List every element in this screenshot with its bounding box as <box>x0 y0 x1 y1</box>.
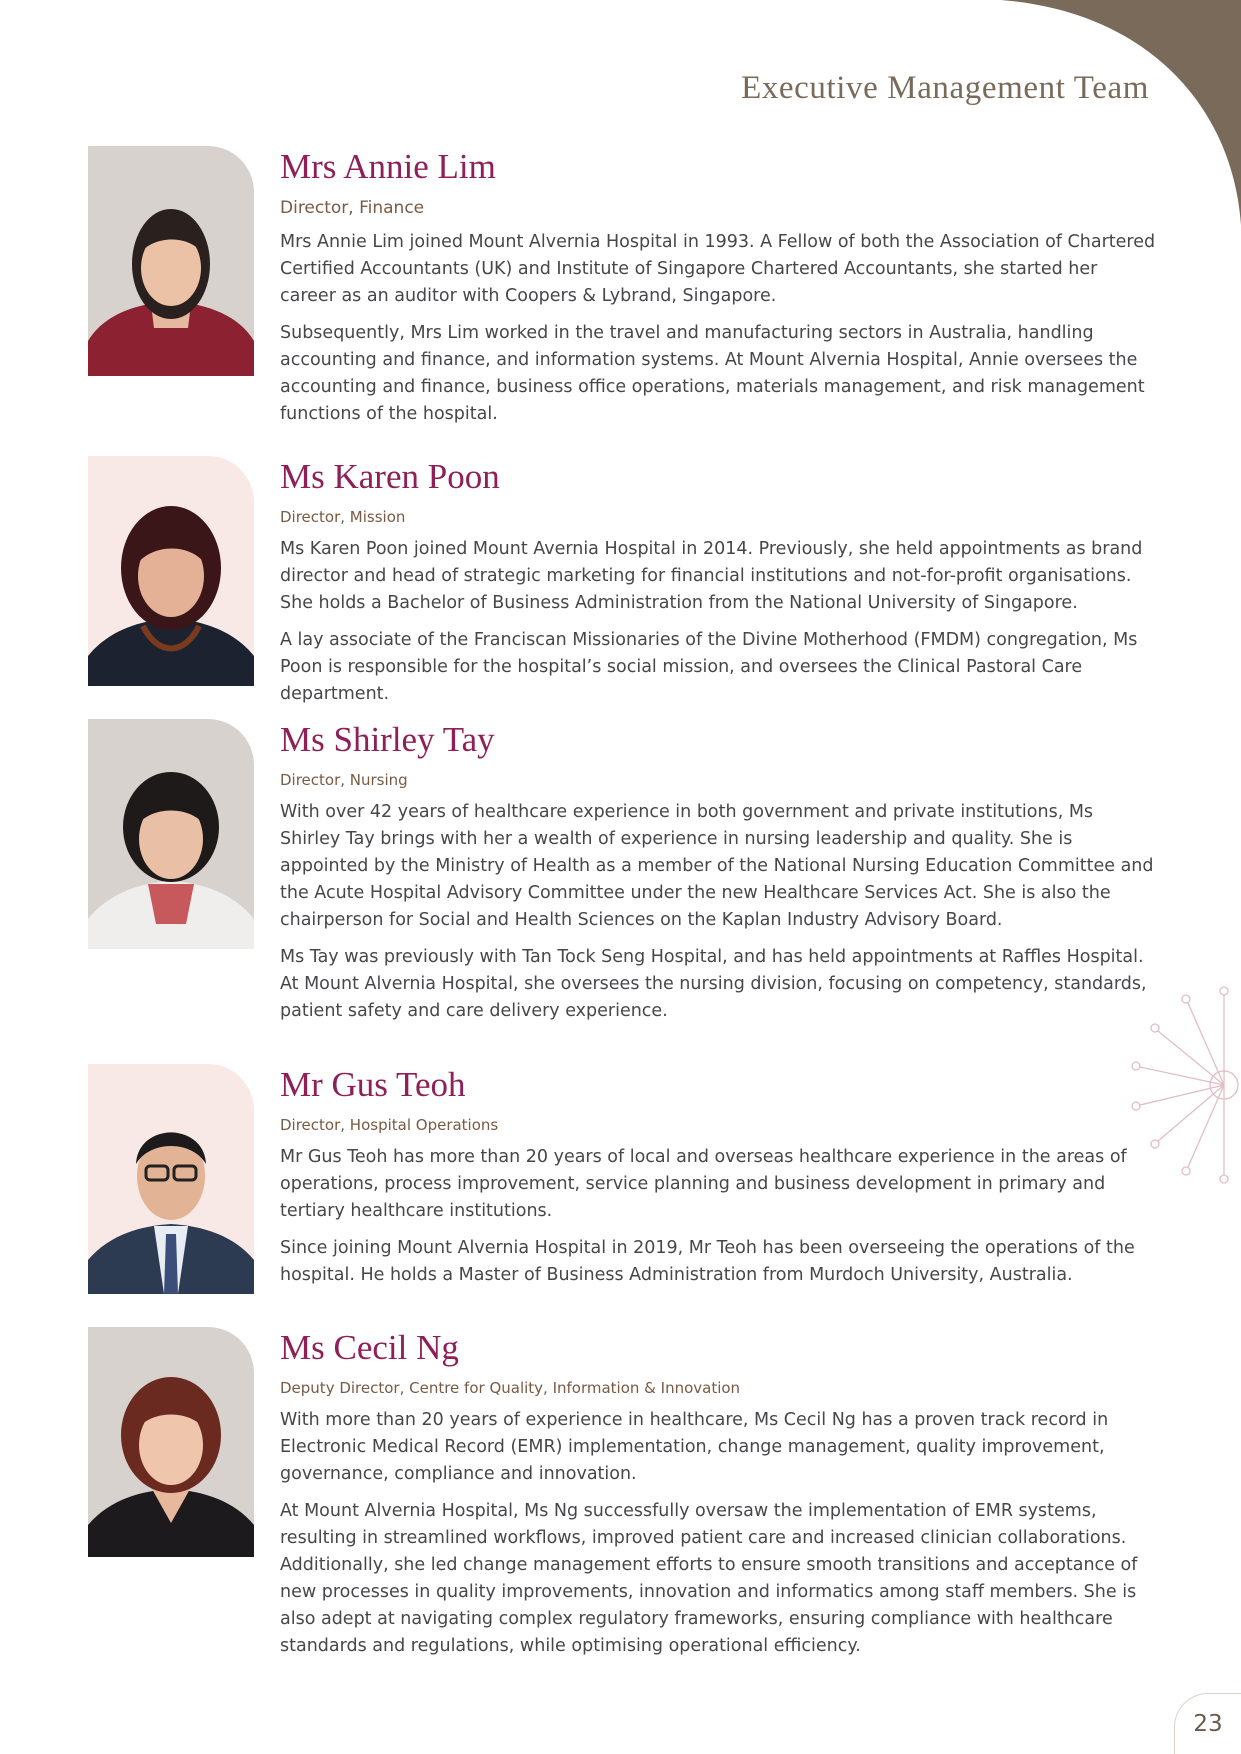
bio-paragraph: Since joining Mount Alvernia Hospital in 2019, Mr Teoh has been overseeing the operations of the hospital. He holds a Master of Business Administration from Murdoch University, Australia. <box>280 1238 1135 1286</box>
person-role: Director, Finance <box>280 198 425 218</box>
person-name: Ms Shirley Tay <box>280 720 495 759</box>
bio-paragraph: At Mount Alvernia Hospital, Ms Ng successfully oversaw the implementation of EMR systems, resulting in streamlined workflows, improved patient care and increased clinician collaborations. Additionally, she led change management efforts to ensure smooth transitions and acceptance of new processes in quality improvements, innovation and informatics among staff members. She is also adept at navigating complex regulatory frameworks, ensuring compliance with healthcare standards and regulations, while optimising operational efficiency. <box>280 1501 1138 1657</box>
page-title: Executive Management Team <box>741 70 1149 106</box>
portrait-photo <box>88 146 254 376</box>
person-name: Ms Karen Poon <box>280 457 500 496</box>
bio-paragraph: Ms Tay was previously with Tan Tock Seng Hospital, and has held appointments at Raffles Hospital. At Mount Alvernia Hospital, she oversees the nursing division, focusing on competency, standards, patient safety and care delivery experience. <box>280 947 1147 1022</box>
bio-paragraph: Subsequently, Mrs Lim worked in the travel and manufacturing sectors in Australia, handling accounting and finance, and information systems. At Mount Alvernia Hospital, Annie oversees the accounting and finance, business office operations, materials management, and risk management functions of the hospital. <box>280 322 1145 424</box>
portrait-photo <box>88 1327 254 1557</box>
bio-paragraph: With over 42 years of healthcare experience in both government and private institutions, Ms Shirley Tay brings with her a wealth of experience in nursing leadership and quality. She is appointed by the Ministry of Health as a member of the National Nursing Education Committee and the Acute Hospital Advisory Committee under the new Healthcare Services Act. She is also the chairperson for Social and Health Sciences on the Kaplan Industry Advisory Board. <box>280 802 1154 931</box>
bio-paragraph: Mr Gus Teoh has more than 20 years of local and overseas healthcare experience in the areas of operations, process improvement, service planning and business development in primary and tertiary healthcare institutions. <box>280 1147 1127 1222</box>
dandelion-decoration <box>1124 975 1241 1195</box>
person-role: Director, Hospital Operations <box>280 1116 499 1134</box>
bio-paragraph: With more than 20 years of experience in healthcare, Ms Cecil Ng has a proven track record in Electronic Medical Record (EMR) implementation, change management, quality improvement, governance, compliance and innovation. <box>280 1410 1109 1485</box>
bio-paragraph: A lay associate of the Franciscan Missionaries of the Divine Motherhood (FMDM) congregation, Ms Poon is responsible for the hospital’s social mission, and oversees the Clinical Pastoral Care department. <box>280 630 1138 705</box>
person-name: Mr Gus Teoh <box>280 1065 466 1104</box>
portrait-photo <box>88 1064 254 1294</box>
person-role: Deputy Director, Centre for Quality, Information & Innovation <box>280 1379 741 1397</box>
person-name: Ms Cecil Ng <box>280 1328 459 1367</box>
bio-paragraph: Mrs Annie Lim joined Mount Alvernia Hospital in 1993. A Fellow of both the Association of Chartered Certified Accountants (UK) and Institute of Singapore Chartered Accountants, she started her career as an auditor with Coopers & Lybrand, Singapore. <box>280 231 1156 306</box>
person-role: Director, Mission <box>280 508 406 526</box>
portrait-photo <box>88 719 254 949</box>
bio-paragraph: Ms Karen Poon joined Mount Avernia Hospital in 2014. Previously, she held appointments as brand director and head of strategic marketing for financial institutions and not-for-profit organisations. She holds a Bachelor of Business Administration from the National University of Singapore. <box>280 539 1143 614</box>
person-name: Mrs Annie Lim <box>280 147 496 186</box>
portrait-photo <box>88 456 254 686</box>
person-role: Director, Nursing <box>280 771 408 789</box>
page-number: 23 <box>1174 1693 1241 1754</box>
